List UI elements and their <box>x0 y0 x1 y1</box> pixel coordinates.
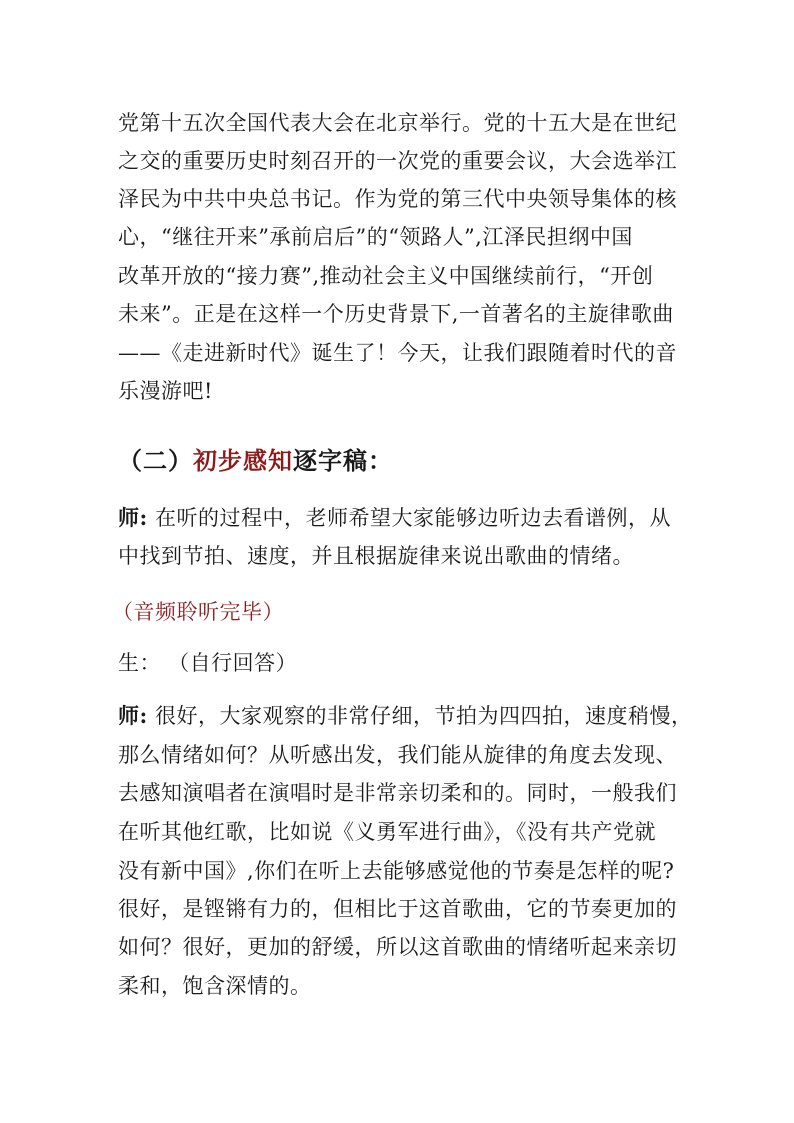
intro-line: 党第十五次全国代表大会在北京举行。党的十五大是在世纪 <box>118 111 677 135</box>
audio-note: （音频聆听完毕） <box>112 600 284 624</box>
teacher-paragraph-line: 在听其他红歌，比如说《义勇军进行曲》，《没有共产党就 <box>118 820 656 844</box>
teacher-paragraph-line <box>118 701 692 731</box>
intro-line: 之交的重要历史时刻召开的一次党的重要会议，大会选举江 <box>118 149 677 173</box>
teacher-paragraph-line: 没有新中国》,你们在听上去能够感觉他的节奏是怎样的呢? <box>118 859 675 883</box>
teacher-paragraph-line: 那么情绪如何？从听感出发，我们能从旋律的角度去发现、 <box>118 743 677 767</box>
teacher-paragraph-line <box>118 503 671 533</box>
speaker-label: 师: <box>118 505 148 530</box>
teacher-paragraph-line: 很好，是铿锵有力的，但相比于这首歌曲，它的节奏更加的 <box>118 897 677 921</box>
intro-line: ——《走进新时代》诞生了！今天，让我们跟随着时代的音 <box>118 341 677 365</box>
teacher-text: 在听的过程中，老师希望大家能够边听边去看谱例，从 <box>147 506 671 530</box>
section-heading-title: 初步感知 <box>193 446 293 475</box>
intro-line: 心，“继往开来”承前启后”的“领路人”,江泽民担纲中国 <box>118 225 633 249</box>
speaker-label: 师: <box>118 703 148 728</box>
section-heading-suffix: 逐字稿： <box>293 446 393 475</box>
section-heading-prefix: （二） <box>118 446 193 475</box>
intro-line: 泽民为中共中央总书记。作为党的第三代中央领导集体的核 <box>118 187 677 211</box>
intro-line: 未来”。正是在这样一个历史背景下,一首著名的主旋律歌曲 <box>118 302 674 326</box>
teacher-paragraph-line: 柔和，饱含深情的。 <box>118 974 312 998</box>
student-paragraph-line <box>118 648 297 678</box>
teacher-paragraph-line: 中找到节拍、速度，并且根据旋律来说出歌曲的情绪。 <box>118 544 634 568</box>
student-text: （自行回答） <box>161 651 298 675</box>
intro-line: 改革开放的“接力赛”,推动社会主义中国继续前行，“开创 <box>118 264 654 288</box>
speaker-label: 生： <box>118 651 161 675</box>
teacher-paragraph-line: 去感知演唱者在演唱时是非常亲切柔和的。同时，一般我们 <box>118 781 677 805</box>
intro-line: 乐漫游吧! <box>118 379 213 403</box>
teacher-paragraph-line: 如何？很好，更加的舒缓，所以这首歌曲的情绪听起来亲切 <box>118 935 677 959</box>
section-heading <box>118 446 393 476</box>
teacher-text: 很好，大家观察的非常仔细，节拍为四四拍，速度稍慢， <box>147 704 693 728</box>
